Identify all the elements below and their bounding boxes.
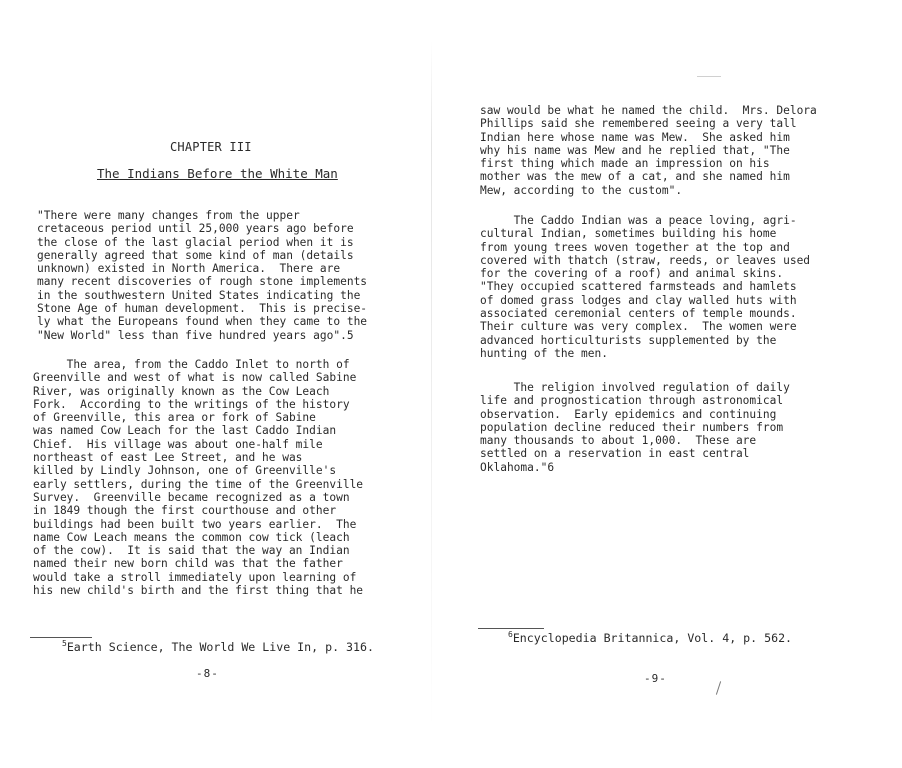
caddo-paragraph: [480, 214, 890, 360]
quote-line: the close of the last glacial period when it is: [37, 235, 354, 249]
text-line: associated ceremonial centers of temple mounds.: [480, 307, 797, 321]
body-line: River, was originally known as the Cow Leach: [33, 384, 330, 398]
quote-line: "There were many changes from the upper: [37, 209, 300, 222]
quote-line: in the southwestern United States indicating the: [37, 288, 361, 302]
text-line: population decline reduced their numbers from: [480, 420, 784, 434]
text-line: of domed grass lodges and clay walled huts with: [480, 293, 797, 307]
body-line: of Greenville, this area or fork of Sabine: [33, 411, 316, 425]
footnote-text: Earth Science, The World We Live In, p. 316.: [66, 639, 374, 654]
text-line: Indian here whose name was Mew. She asked him: [480, 130, 790, 144]
text-line: "They occupied scattered farmsteads and hamlets: [480, 280, 797, 294]
quote-line: "New World" less than five hundred years ago".5: [37, 328, 354, 342]
left-page: [0, 0, 431, 768]
body-line: named their new born child was that the father: [33, 557, 343, 571]
text-line: The Caddo Indian was a peace loving, agri-: [480, 214, 797, 227]
quote-line: unknown) existed in North America. There are: [37, 262, 341, 276]
text-line: advanced horticulturists supplemented by the: [480, 333, 777, 347]
text-line: cultural Indian, sometimes building his home: [480, 227, 777, 241]
footnote-mark: 6: [508, 630, 513, 639]
body-line: would take a stroll immediately upon learning of: [33, 570, 357, 584]
text-line: Their culture was very complex. The women were: [480, 320, 797, 334]
religion-paragraph: [480, 381, 890, 474]
body-line: Survey. Greenville became recognized as a town: [33, 490, 350, 504]
body-line: name Cow Leach means the common cow tick (leach: [33, 530, 350, 544]
body-line: buildings had been built two years earlier. The: [33, 517, 357, 531]
text-line: settled on a reservation in east central: [480, 447, 750, 461]
quote-line: many recent discoveries of rough stone implements: [37, 275, 368, 289]
pen-mark: [716, 681, 721, 695]
smudge-mark: [697, 76, 721, 77]
text-line: The religion involved regulation of daily: [480, 381, 790, 394]
text-line: Mew, according to the custom".: [480, 183, 683, 197]
text-line: Phillips said she remembered seeing a very tall: [480, 117, 797, 131]
footnote-mark: 5: [62, 639, 67, 648]
page-number: -9-: [644, 672, 667, 685]
body-line: of the cow). It is said that the way an Indian: [33, 544, 350, 558]
footnote-rule: [30, 637, 92, 638]
body-line: early settlers, during the time of the Greenville: [33, 477, 364, 491]
body-line: killed by Lindly Johnson, one of Greenville's: [33, 464, 337, 478]
footnote: [508, 630, 792, 645]
chapter-heading: CHAPTER III: [170, 140, 252, 154]
text-line: first thing which made an impression on his: [480, 157, 770, 171]
text-line: why his name was Mew and he replied that, "The: [480, 143, 790, 157]
text-line: saw would be what he named the child. Mrs. Delora: [480, 104, 817, 117]
chapter-title: The Indians Before the White Man: [97, 166, 338, 181]
quote-paragraph: [37, 209, 397, 342]
body-line: his new child's birth and the first thing that he: [33, 584, 364, 598]
body-line: was named Cow Leach for the last Caddo Indian: [33, 424, 337, 438]
body-line: in 1849 though the first courthouse and other: [33, 504, 337, 518]
text-line: mother was the mew of a cat, and she named him: [480, 170, 790, 184]
body-line: Fork. According to the writings of the history: [33, 397, 350, 411]
body-paragraph: [33, 358, 413, 597]
continuation-paragraph: [480, 104, 890, 197]
quote-line: generally agreed that some kind of man (details: [37, 248, 354, 262]
body-line: Greenville and west of what is now called Sabine: [33, 371, 357, 385]
quote-line: ly what the Europeans found when they came to the: [37, 315, 368, 329]
text-line: many thousands to about 1,000. These are: [480, 434, 757, 448]
footnote-rule: [478, 628, 544, 629]
text-line: observation. Early epidemics and continuing: [480, 407, 777, 421]
text-line: for the covering of a roof) and animal skins.: [480, 267, 784, 281]
footnote: [62, 639, 374, 654]
quote-line: cretaceous period until 25,000 years ago before: [37, 222, 354, 236]
text-line: Oklahoma."6: [480, 460, 555, 474]
body-line: Chief. His village was about one-half mile: [33, 437, 323, 451]
right-page: [432, 0, 902, 768]
footnote-text: Encyclopedia Britannica, Vol. 4, p. 562.: [512, 630, 793, 645]
text-line: life and prognostication through astronomical: [480, 394, 784, 408]
body-line: The area, from the Caddo Inlet to north of: [33, 358, 350, 371]
text-line: from young trees woven together at the top and: [480, 240, 790, 254]
text-line: covered with thatch (straw, reeds, or leaves used: [480, 253, 811, 267]
body-line: northeast of east Lee Street, and he was: [33, 451, 303, 465]
quote-line: Stone Age of human development. This is precise-: [37, 302, 368, 316]
text-line: hunting of the men.: [480, 346, 608, 360]
page-number: -8-: [196, 667, 219, 680]
